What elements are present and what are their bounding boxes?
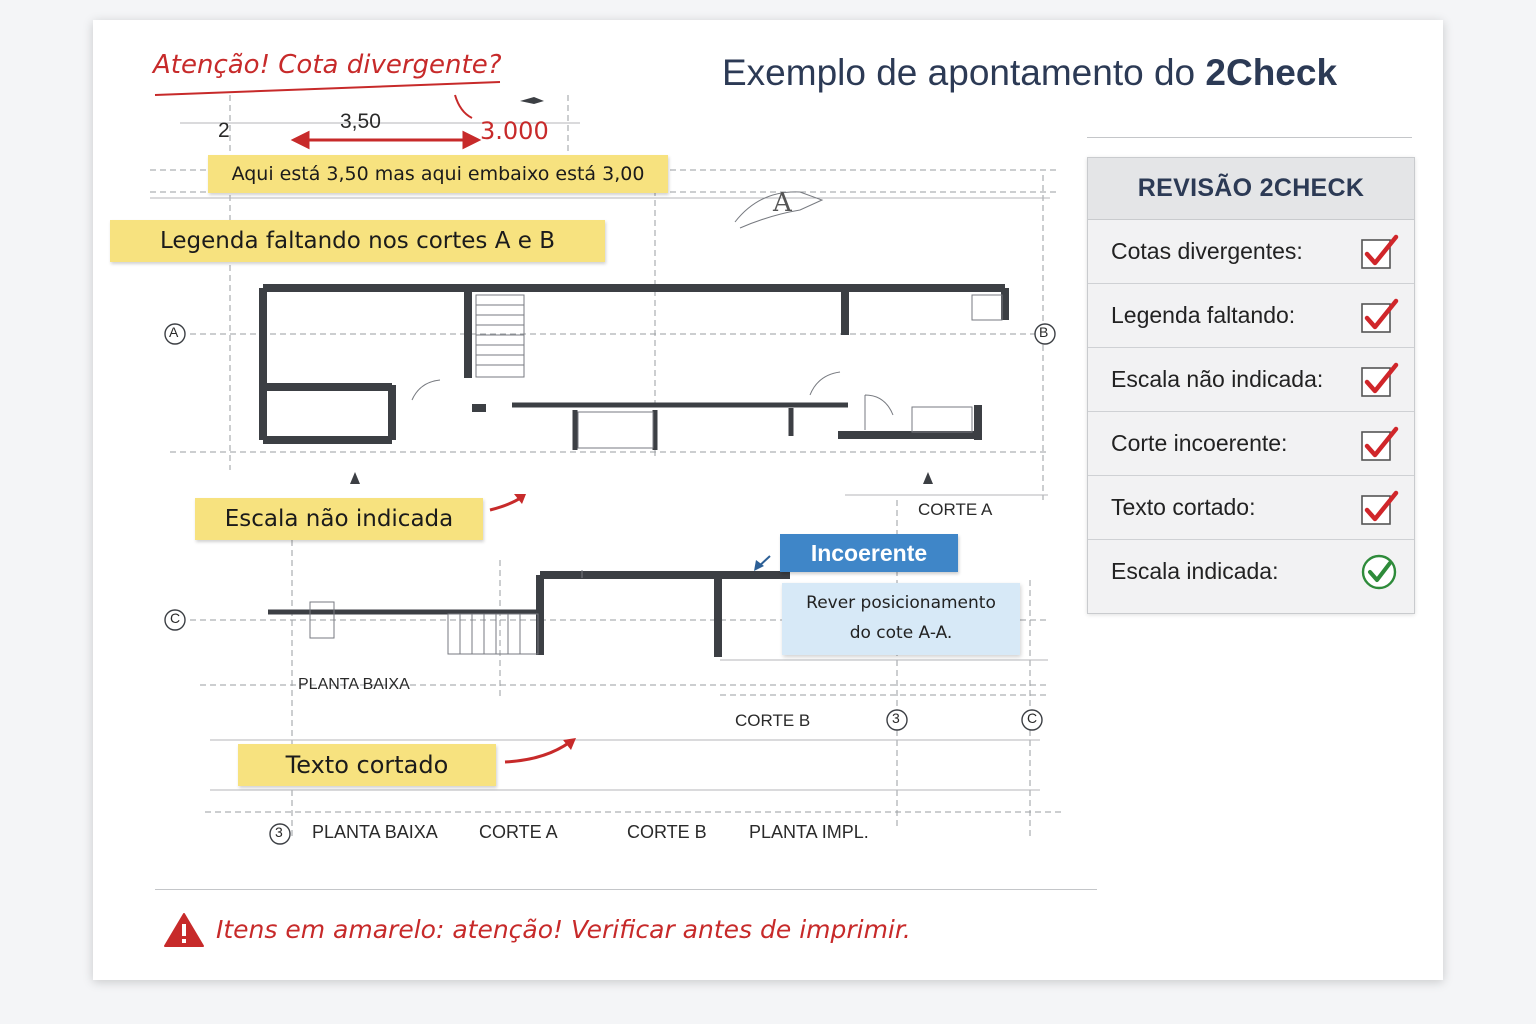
checklist-row bbox=[1088, 476, 1414, 540]
header-divider bbox=[1087, 137, 1412, 138]
red-check-icon bbox=[1360, 298, 1400, 334]
checklist-row bbox=[1088, 284, 1414, 348]
footer-warning-text: Itens em amarelo: atenção! Verificar antes de imprimir. bbox=[216, 915, 911, 944]
dimension-red-value: 3.000 bbox=[480, 117, 549, 145]
red-check-icon bbox=[1360, 234, 1400, 270]
note-line-2: do cote A-A. bbox=[849, 623, 953, 643]
red-check-icon bbox=[1360, 490, 1400, 526]
checklist-label: Texto cortado: bbox=[1111, 494, 1256, 520]
checklist-label: Escala indicada: bbox=[1111, 558, 1279, 584]
grid-bubble-3-right: 3 bbox=[892, 710, 900, 726]
grid-bubble-b: B bbox=[1039, 324, 1049, 340]
checklist-label: Corte incoerente: bbox=[1111, 430, 1288, 456]
note-line-1: Rever posicionamento bbox=[806, 593, 996, 613]
warning-triangle-icon bbox=[163, 912, 205, 948]
dimension-left: 2 bbox=[218, 119, 230, 142]
label-corte-b-bottom: CORTE B bbox=[627, 822, 707, 842]
label-corte-a-top: CORTE A bbox=[918, 500, 993, 519]
label-corte-b-mid: CORTE B bbox=[735, 711, 811, 730]
label-corte-a-bottom: CORTE A bbox=[479, 822, 558, 842]
checklist-row bbox=[1088, 220, 1414, 284]
review-note bbox=[782, 583, 1020, 655]
checklist-row bbox=[1088, 412, 1414, 476]
tape-cut-text: Texto cortado bbox=[238, 744, 496, 786]
incoherent-tag: Incoerente bbox=[780, 534, 958, 572]
label-planta-impl-bottom: PLANTA IMPL. bbox=[749, 822, 869, 842]
checklist-label: Cotas divergentes: bbox=[1111, 238, 1303, 264]
title-prefix: Exemplo de apontamento do bbox=[722, 52, 1206, 93]
panel-title: REVISÃO 2CHECK bbox=[1088, 158, 1414, 220]
attention-note: Atenção! Cota divergente? bbox=[153, 50, 502, 80]
checklist-row bbox=[1088, 348, 1414, 412]
label-planta-baixa-mid: PLANTA BAIXA bbox=[298, 676, 410, 693]
review-panel bbox=[1087, 157, 1415, 614]
checklist-label: Escala não indicada: bbox=[1111, 366, 1324, 392]
grid-bubble-c-left: C bbox=[170, 610, 181, 626]
section-mark-a: A bbox=[773, 188, 792, 218]
checklist-label: Legenda faltando: bbox=[1111, 302, 1296, 328]
footer-divider bbox=[155, 889, 1097, 890]
grid-bubble-a: A bbox=[169, 324, 179, 340]
tape-dimension-note: Aqui está 3,50 mas aqui embaixo está 3,00 bbox=[208, 155, 668, 193]
green-check-circle-icon bbox=[1360, 553, 1400, 591]
red-check-icon bbox=[1360, 362, 1400, 398]
page-title bbox=[722, 52, 1337, 94]
checklist-row bbox=[1088, 540, 1414, 603]
red-check-icon bbox=[1360, 426, 1400, 462]
title-brand: 2Check bbox=[1205, 52, 1338, 93]
tape-missing-legend: Legenda faltando nos cortes A e B bbox=[110, 220, 605, 262]
label-planta-baixa-bottom: PLANTA BAIXA bbox=[312, 822, 438, 842]
dimension-value: 3,50 bbox=[340, 110, 381, 133]
tape-scale-missing: Escala não indicada bbox=[195, 498, 483, 540]
grid-bubble-3-bottom: 3 bbox=[275, 824, 283, 840]
grid-bubble-c-right: C bbox=[1027, 710, 1038, 726]
